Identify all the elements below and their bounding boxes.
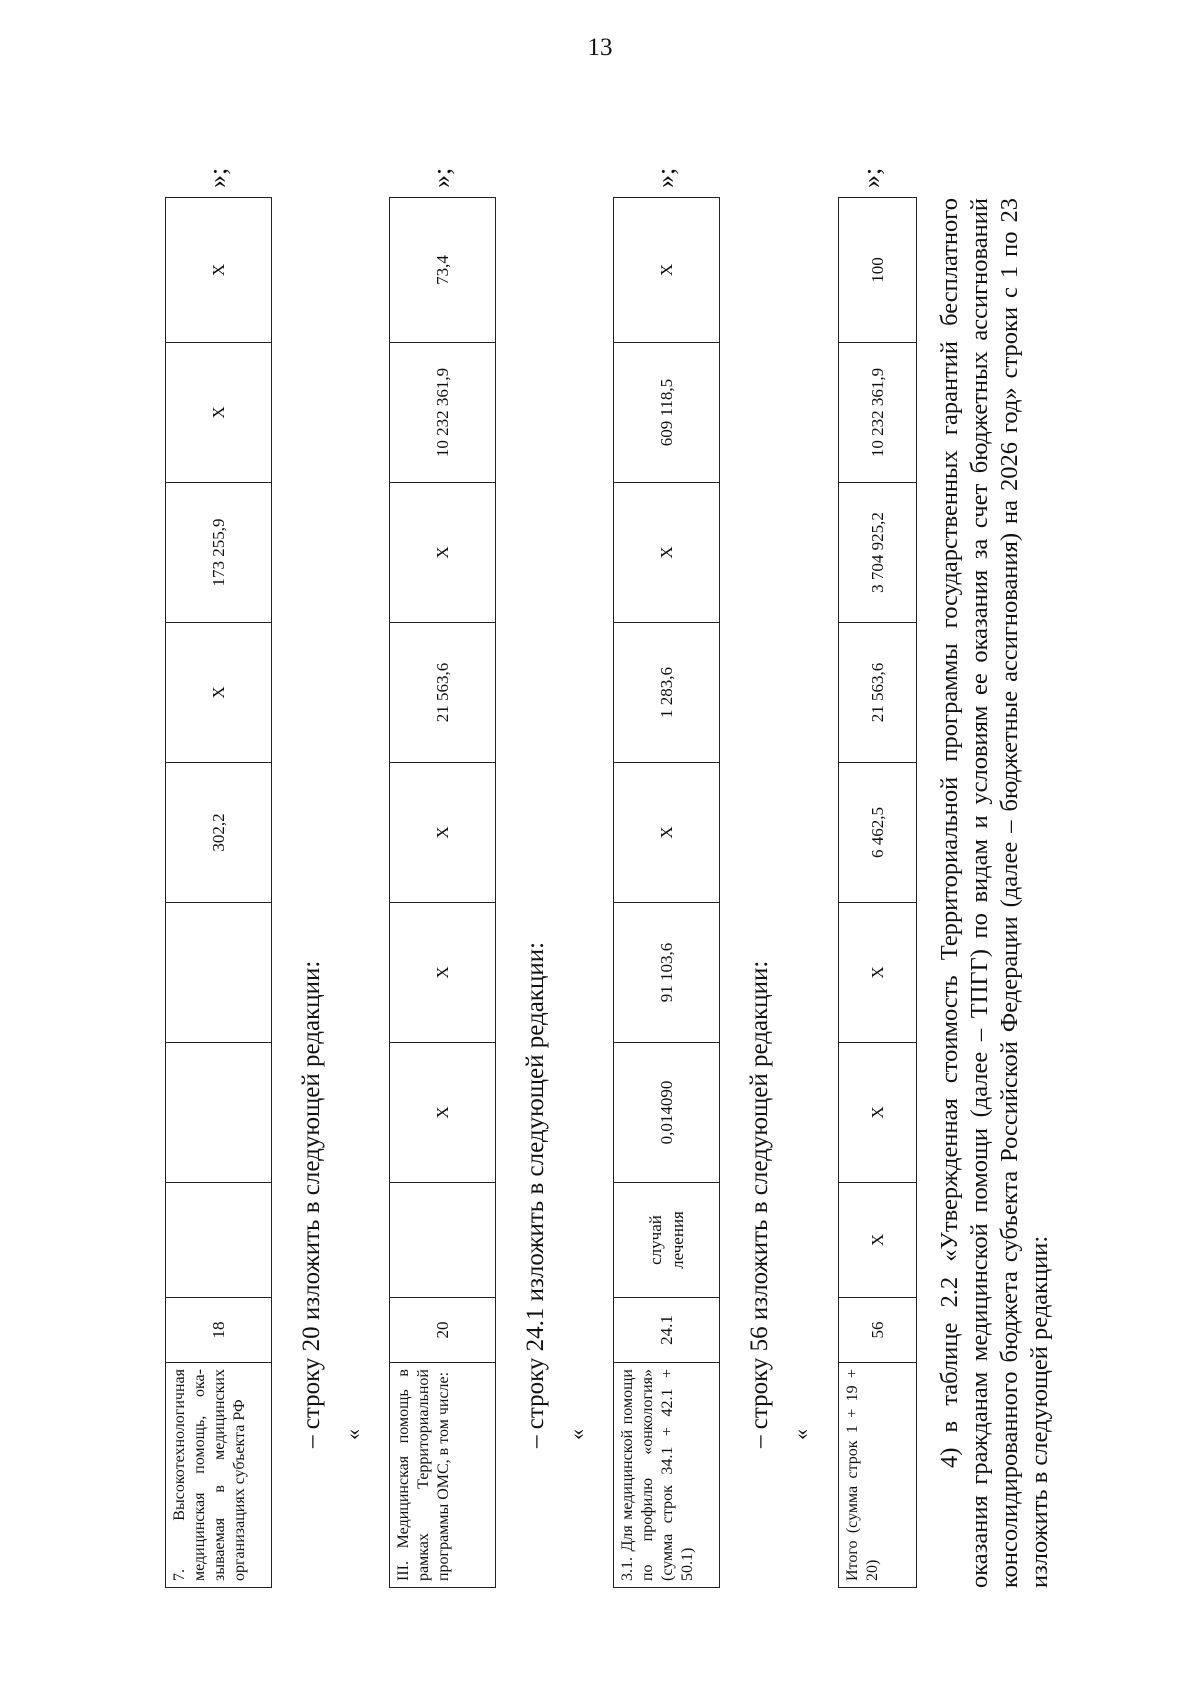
line-number: 20 — [390, 1298, 496, 1363]
row-name: III. Медицинская помощь в рамках Территориальной программы ОМС, в том числе: — [390, 1363, 496, 1588]
cell: 173 255,9 — [166, 483, 272, 623]
cell: X — [166, 198, 272, 343]
cell: 21 563,6 — [390, 623, 496, 763]
close-quote: »; — [203, 167, 232, 188]
table-row-18 — [165, 197, 272, 1588]
cell: случай лечения — [614, 1183, 720, 1298]
cell: 73,4 — [390, 198, 496, 343]
cell: 302,2 — [166, 763, 272, 903]
cell — [166, 903, 272, 1043]
cell: X — [839, 1043, 917, 1183]
cell: X — [166, 623, 272, 763]
page-number: 13 — [587, 34, 613, 61]
paragraph-text: 4) в таблице 2.2 «Утвержденная стоимость Территориальной программы государственных гарантий бесплатного оказания гражданам медицинской помощи (далее – ТПГГ) по видам и условиям ее оказания за счет бюджетных ассигнований консолидированного бюджета субъекта Российской Федерации (далее – бюджетные ассигнования) на 2026 год» строки с 1 по 23 изложить в следующей редакции: — [936, 198, 1053, 1588]
table-row-56 — [838, 197, 917, 1588]
cell: X — [390, 1043, 496, 1183]
amendment-paragraph — [935, 198, 1055, 1588]
cell: X — [839, 1183, 917, 1298]
cell: X — [390, 763, 496, 903]
cell: 91 103,6 — [614, 903, 720, 1043]
line-number: 18 — [166, 1298, 272, 1363]
cell: X — [839, 903, 917, 1043]
cell: X — [614, 483, 720, 623]
cell — [166, 1183, 272, 1298]
instruction-line-20: – строку 20 изложить в следующей редакции: — [298, 960, 325, 1448]
table-row-20 — [389, 197, 496, 1588]
table-row-24-1 — [613, 197, 720, 1588]
instruction-line-56: – строку 56 изложить в следующей редакции: — [746, 960, 773, 1448]
cell: X — [166, 343, 272, 483]
cell: X — [390, 483, 496, 623]
cell: 10 232 361,9 — [390, 343, 496, 483]
cell: 1 283,6 — [614, 623, 720, 763]
cell: X — [614, 198, 720, 343]
cell: 0,014090 — [614, 1043, 720, 1183]
cell: 100 — [839, 198, 917, 343]
close-quote: »; — [651, 167, 680, 188]
open-quote: « — [340, 1429, 365, 1440]
close-quote: »; — [857, 167, 886, 188]
line-number: 56 — [839, 1298, 917, 1363]
row-name: Итого (сумма строк 1 + 19 + 20) — [839, 1363, 917, 1588]
row-name: 3.1. Для медицинской помощи по профилю «онкология» (сумма строк 34.1 + 42.1 + 50.1) — [614, 1363, 720, 1588]
cell: 10 232 361,9 — [839, 343, 917, 483]
cell: X — [390, 903, 496, 1043]
open-quote: « — [788, 1429, 813, 1440]
cell: X — [614, 763, 720, 903]
row-name: 7. Высокотехнологичная медицинская помощь, ока-зываемая в медицинских организациях субъекта РФ — [166, 1363, 272, 1588]
rotated-content — [165, 58, 1095, 1588]
cell: 609 118,5 — [614, 343, 720, 483]
instruction-line-24-1: – строку 24.1 изложить в следующей редакции: — [522, 941, 549, 1448]
cell: 3 704 925,2 — [839, 483, 917, 623]
open-quote: « — [564, 1429, 589, 1440]
cell — [390, 1183, 496, 1298]
cell: 6 462,5 — [839, 763, 917, 903]
line-number: 24.1 — [614, 1298, 720, 1363]
cell: 21 563,6 — [839, 623, 917, 763]
close-quote: »; — [427, 167, 456, 188]
cell — [166, 1043, 272, 1183]
